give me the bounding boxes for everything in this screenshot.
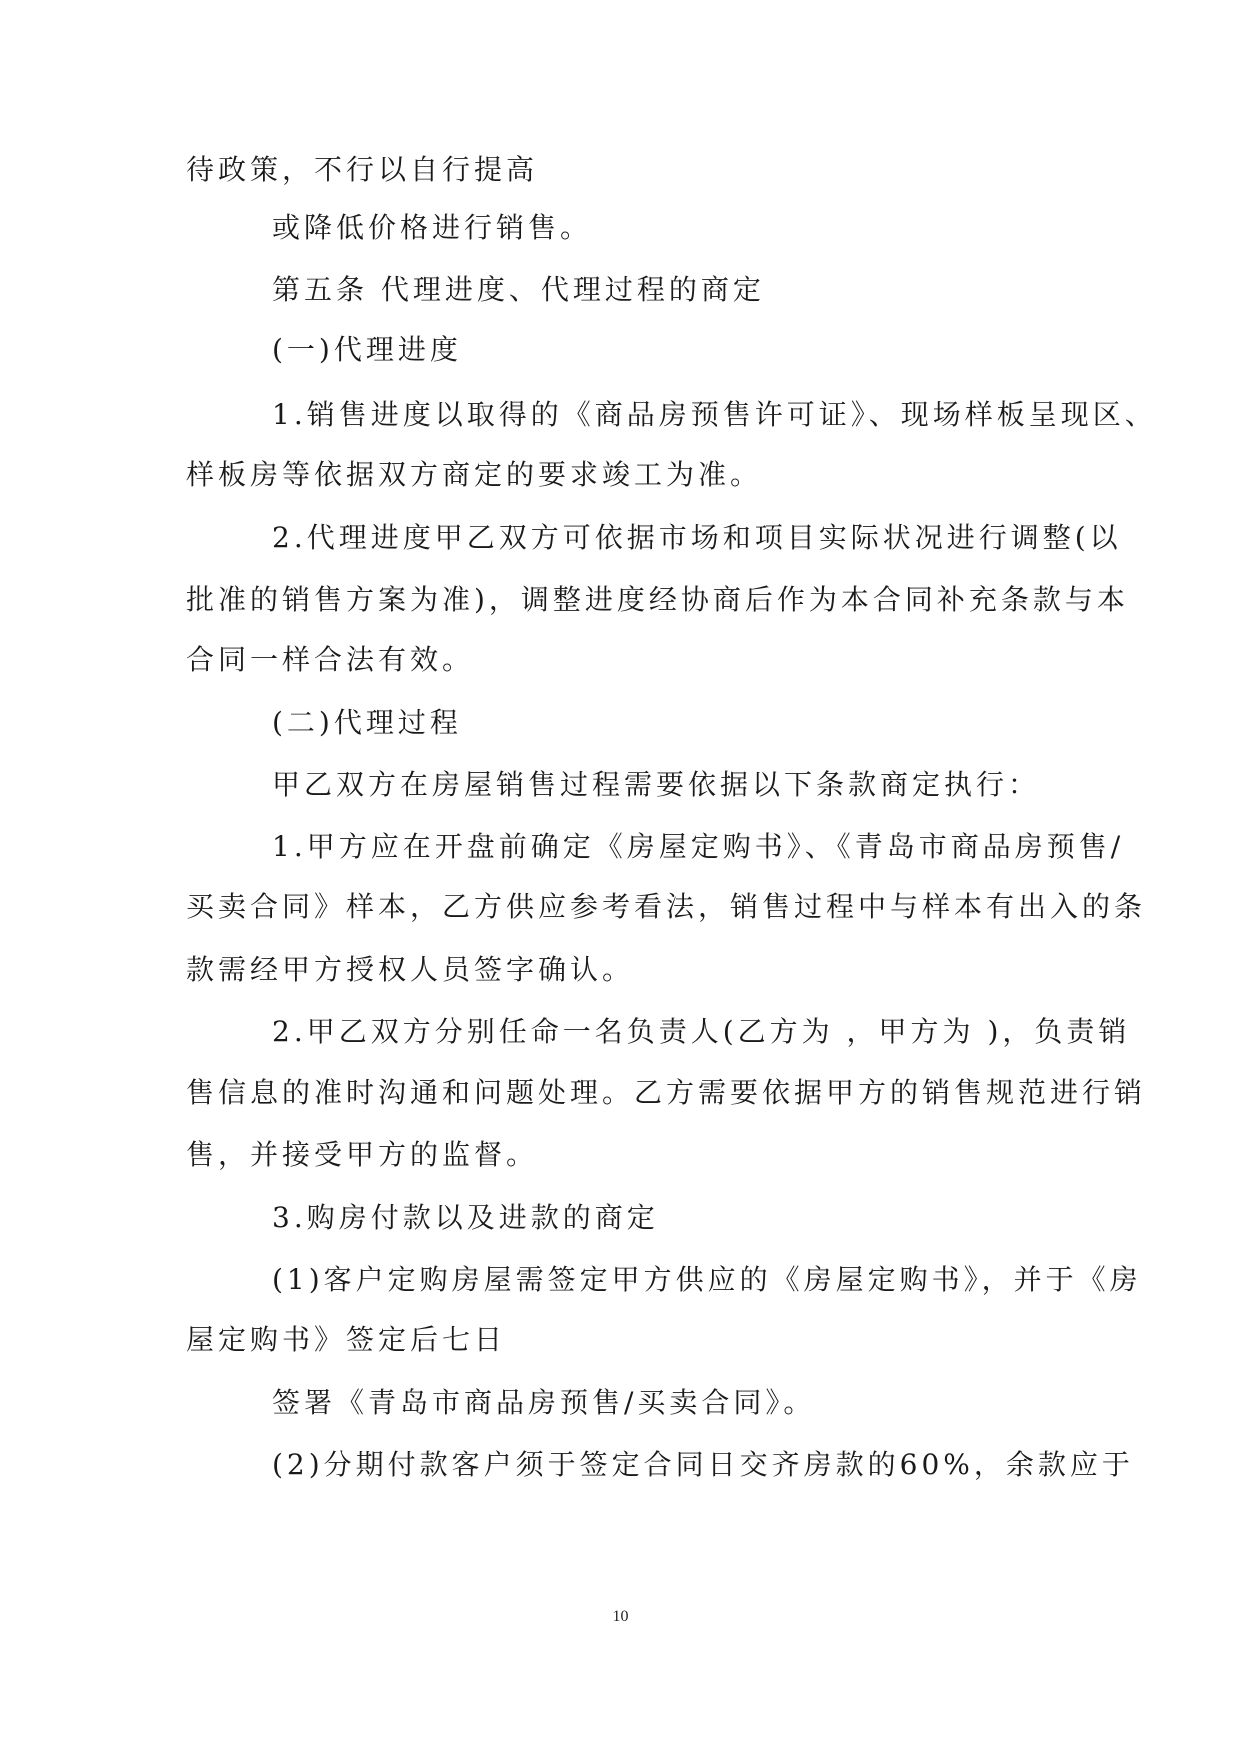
body-line-8: 批准的销售方案为准)，调整进度经协商后作为本合同补充条款与本 bbox=[186, 583, 1129, 616]
subsection-heading-2: (二)代理过程 bbox=[272, 706, 462, 739]
body-line-11: 甲乙双方在房屋销售过程需要依据以下条款商定执行： bbox=[272, 768, 1041, 801]
body-line-21: 签署《青岛市商品房预售/买卖合同》。 bbox=[272, 1386, 816, 1419]
body-line-12: 1.甲方应在开盘前确定《房屋定购书》、《青岛市商品房预售/ bbox=[272, 830, 1125, 863]
body-line-5: 1.销售进度以取得的《商品房预售许可证》、现场样板呈现区、 bbox=[272, 398, 1157, 431]
body-line-14: 款需经甲方授权人员签字确认。 bbox=[186, 953, 635, 986]
body-line-18: 3.购房付款以及进款的商定 bbox=[272, 1201, 659, 1234]
body-line-15: 2.甲乙双方分别任命一名负责人(乙方为 ，甲方为 )，负责销 bbox=[272, 1015, 1131, 1048]
body-line-19: (1)客户定购房屋需签定甲方供应的《房屋定购书》，并于《房 bbox=[272, 1263, 1142, 1296]
body-line-20: 屋定购书》签定后七日 bbox=[186, 1323, 507, 1356]
section-heading: 第五条 代理进度、代理过程的商定 bbox=[272, 273, 765, 306]
body-line-7: 2.代理进度甲乙双方可依据市场和项目实际状况进行调整(以 bbox=[272, 521, 1122, 554]
body-line-13: 买卖合同》样本，乙方供应参考看法，销售过程中与样本有出入的条 bbox=[186, 890, 1147, 923]
body-line-2: 或降低价格进行销售。 bbox=[272, 211, 593, 244]
subsection-heading-1: (一)代理进度 bbox=[272, 333, 462, 366]
body-line-6: 样板房等依据双方商定的要求竣工为准。 bbox=[186, 458, 763, 491]
body-line-9: 合同一样合法有效。 bbox=[186, 643, 475, 676]
body-line-17: 售，并接受甲方的监督。 bbox=[186, 1138, 539, 1171]
page-number: 10 bbox=[612, 1608, 629, 1625]
body-line-16: 售信息的准时沟通和问题处理。乙方需要依据甲方的销售规范进行销 bbox=[186, 1076, 1147, 1109]
body-line-1: 待政策，不行以自行提高 bbox=[186, 153, 539, 186]
body-line-22: (2)分期付款客户须于签定合同日交齐房款的60%，余款应于 bbox=[272, 1448, 1134, 1481]
